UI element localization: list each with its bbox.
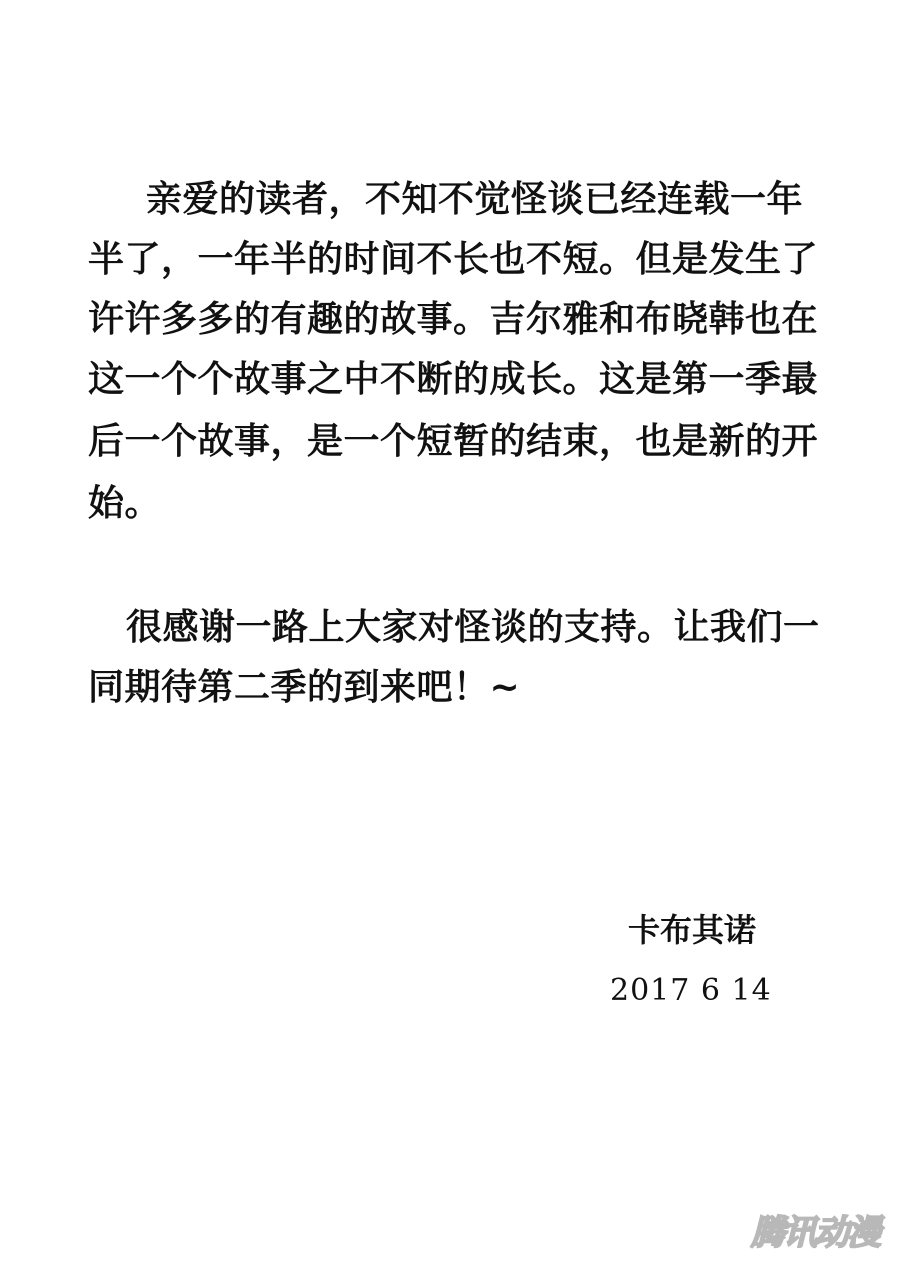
paragraph1-line-1: 亲爱的读者，不知不觉怪谈已经连载一年 xyxy=(146,179,804,220)
paragraph2-line-1: 很感谢一路上大家对怪谈的支持。让我们一 xyxy=(126,607,820,648)
paragraph1-line-2: 半了，一年半的时间不长也不短。但是发生了 xyxy=(88,239,819,280)
watermark-logo xyxy=(748,1211,882,1255)
paragraph1-line-4: 这一个个故事之中不断的成长。这是第一季最 xyxy=(88,359,819,400)
signature: 卡布其诺 xyxy=(628,911,757,949)
letter-date: 2017 6 14 xyxy=(610,973,772,1008)
paragraph1-line-5: 后一个故事，是一个短暂的结束，也是新的开 xyxy=(88,421,819,462)
paragraph1-line-3: 许许多多的有趣的故事。吉尔雅和布晓韩也在 xyxy=(88,299,819,340)
paragraph1-line-6: 始。 xyxy=(88,483,162,524)
watermark-text: 腾讯动漫 xyxy=(751,1213,879,1253)
paragraph2-line-2: 同期待第二季的到来吧！~ xyxy=(88,667,521,708)
